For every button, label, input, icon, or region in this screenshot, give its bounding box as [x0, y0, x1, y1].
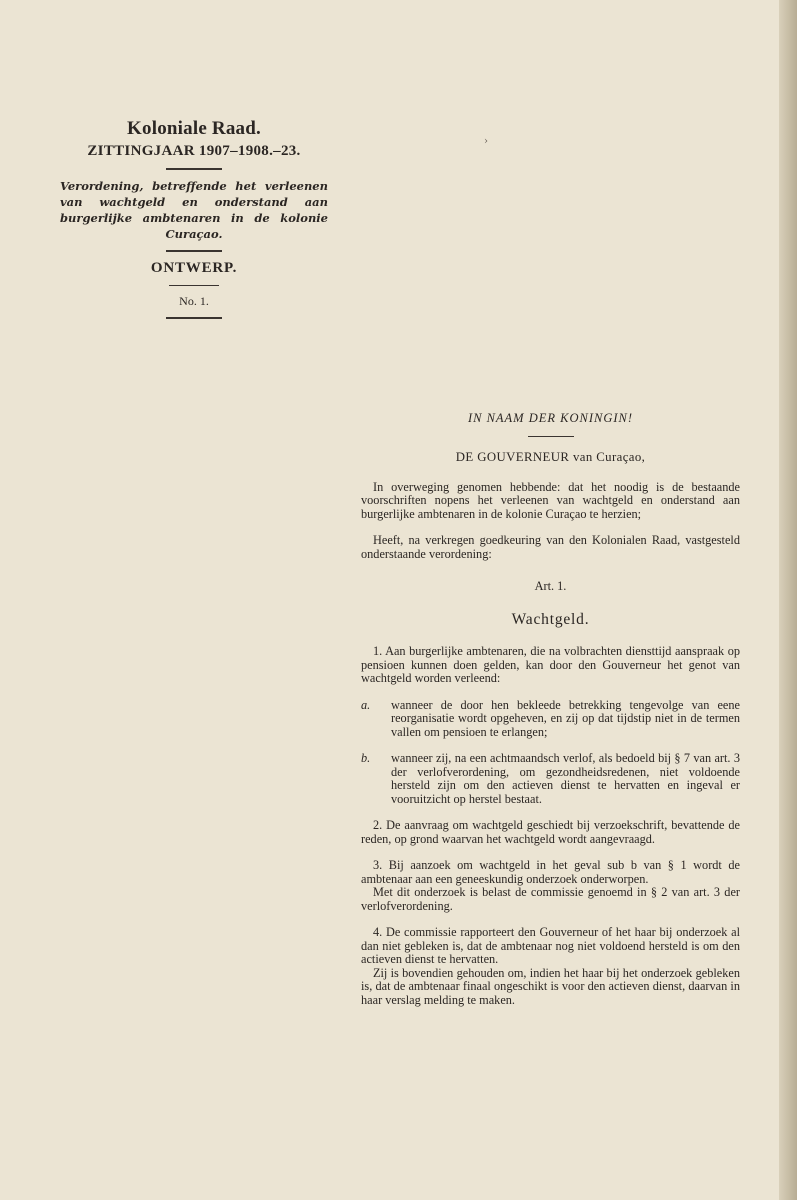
- article-paragraph-1: 1. Aan burgerlijke ambtenaren, die na volbrachten diensttijd aanspraak op pensioen kunnen doen gelden, kan door den Gouverneur het genot van wachtgeld worden verleend:: [361, 644, 740, 685]
- header-divider: [169, 285, 219, 286]
- page-edge: [779, 0, 797, 1200]
- list-item-label: a.: [361, 697, 371, 712]
- header-divider: [166, 250, 222, 252]
- header-divider: [166, 168, 222, 170]
- article-paragraph-4b: Zij is bovendien gehouden om, indien het haar bij het onderzoek gebleken is, dat de ambtenaar finaal ongeschikt is voor den actieven dienst, daarvan in haar verslag melding te maken.: [361, 965, 740, 1007]
- council-title: Koloniale Raad.: [127, 118, 261, 139]
- article-paragraph-2: 2. De aanvraag om wachtgeld geschiedt bij verzoekschrift, bevattende de reden, op grond waarvan het wachtgeld wordt aangevraagd.: [361, 818, 740, 846]
- ordinance-body: [361, 412, 740, 1007]
- article-paragraph-3: 3. Bij aanzoek om wachtgeld in het geval sub b van § 1 wordt de ambtenaar aan een geneeskundig onderzoek onderworpen.: [361, 858, 740, 886]
- article-number: Art. 1.: [534, 579, 567, 593]
- draft-label: ONTWERP.: [150, 260, 238, 276]
- session-year: ZITTINGJAAR 1907–1908.–23.: [87, 143, 301, 159]
- article-paragraph-3b: Met dit onderzoek is belast de commissie genoemd in § 2 van art. 3 der verlofverordening.: [361, 885, 740, 913]
- royal-invocation: IN NAAM DER KONINGIN!: [467, 411, 634, 425]
- enactment-paragraph: Heeft, na verkregen goedkeuring van den Kolonialen Raad, vastgesteld onderstaande verordening:: [361, 533, 740, 561]
- document-subject: Verordening, betreffende het verleenen van wachtgeld en onderstand aan burgerlijke ambtenaren in de kolonie Curaçao.: [60, 179, 328, 241]
- list-item-label: b.: [361, 751, 371, 765]
- stray-mark: ›: [484, 136, 488, 147]
- list-item: [361, 699, 740, 740]
- document-number: No. 1.: [179, 294, 209, 308]
- article-paragraph-4: 4. De commissie rapporteert den Gouverneur of het haar bij onderzoek al dan niet gebleken is, dat de ambtenaar nog niet voldoend hersteld is om den actieven dienst te hervatten.: [361, 925, 740, 966]
- document-header: [60, 118, 328, 327]
- considering-paragraph: In overweging genomen hebbende: dat het noodig is de bestaande voorschriften nopens het verleenen van wachtgeld en onderstand aan burgerlijke ambtenaren in de kolonie Curaçao te herzien;: [361, 479, 740, 521]
- header-divider: [166, 317, 222, 319]
- list-item: [361, 752, 740, 806]
- section-divider: [528, 436, 574, 438]
- article-heading: Wachtgeld.: [511, 610, 590, 628]
- list-item-text: wanneer zij, na een achtmaandsch verlof, als bedoeld bij § 7 van art. 3 der verlofverordening, om gezondheidsredenen, niet voldoende hersteld zijn om den actieven dienst te hervatten en ingeval er vooruitzicht op herstel bestaat.: [391, 751, 740, 806]
- governor-line: DE GOUVERNEUR van Curaçao,: [455, 450, 646, 464]
- list-item-text: wanneer de door hen bekleede betrekking tengevolge van eene reorganisatie wordt opgeheven, en zij op dat tijdstip niet in de termen vallen om pensioen te erlangen;: [391, 697, 740, 739]
